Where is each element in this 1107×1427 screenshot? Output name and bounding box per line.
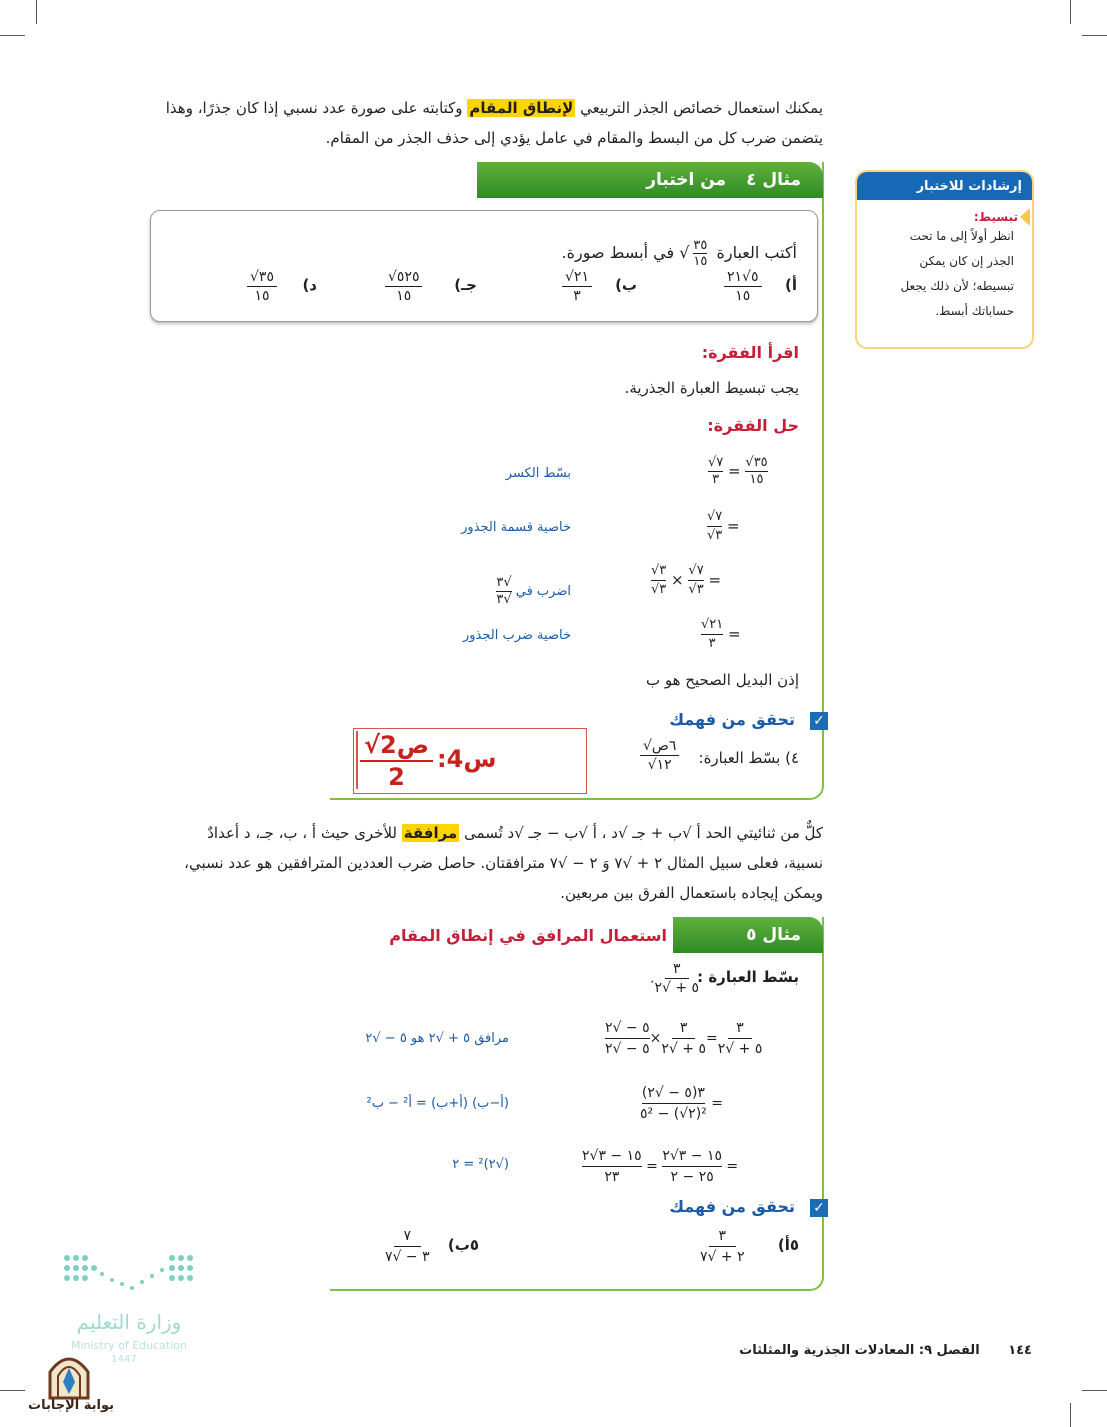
- example4-number: مثال ٤: [746, 170, 801, 190]
- read-text: يجب تبسيط العبارة الجذرية.: [624, 379, 799, 397]
- solve-heading: حل الفقرة:: [707, 416, 799, 435]
- option-b[interactable]: [615, 276, 637, 294]
- check-item-5b: ٥ب): [447, 1236, 479, 1254]
- tip-line: الجذر إن كان يمكن: [919, 254, 1014, 268]
- conclusion-text: إذن البديل الصحيح هو ب: [645, 671, 799, 689]
- fraction-numerator: √٣٥: [247, 268, 277, 287]
- tip-header: إرشادات للاختبار: [857, 172, 1032, 200]
- check-5b-fraction: ٧ ٣ − √٧: [385, 1228, 430, 1265]
- example5-header: [673, 917, 823, 953]
- middle-highlight: مرافقة: [403, 824, 458, 842]
- prompt-text: أكتب العبارة: [716, 243, 797, 262]
- intro-line-1: [166, 93, 823, 123]
- crop-mark: [1070, 1403, 1071, 1427]
- step-4-note: خاصية ضرب الجذور: [463, 628, 571, 643]
- check-heading: تحقق من فهمك: [669, 1197, 795, 1216]
- check-heading: تحقق من فهمك: [669, 710, 795, 729]
- fraction-denominator: ١٥: [396, 288, 412, 304]
- intro-text: وكتابته على صورة عدد نسبي إذا كان جذرًا، وهذا: [165, 99, 463, 117]
- middle-text: للأخرى حيث أ ، ب، جـ، د أعدادٌ: [207, 824, 397, 842]
- ministry-name-ar: وزارة التعليم: [76, 1310, 182, 1334]
- step-2-note: خاصية قسمة الجذور: [461, 520, 571, 535]
- answer-box-line: [356, 731, 358, 789]
- prompt-text: في أبسط صورة.: [561, 243, 675, 262]
- step-note-text: اضرب في: [515, 584, 571, 599]
- check-item-5a: ٥أ): [777, 1236, 799, 1254]
- fraction-numerator: ٥√٢١: [724, 268, 762, 287]
- crop-mark: [0, 1390, 25, 1391]
- chapter-title: المعادلات الجذرية والمثلثات: [739, 1343, 915, 1358]
- step-3-note: اضرب في √٣ √٣: [496, 575, 571, 607]
- middle-line-2: نسبية، فعلى سبيل المثال ٢ + √٧ وَ ٢ − √٧ مترافقتان. حاصل ضرب العددين المترافقين هو عدد نسبي،: [184, 854, 823, 872]
- step-3-math: √٣ √٣ × √٧ √٣ =: [651, 563, 722, 597]
- page-number: ١٤٤: [1008, 1343, 1032, 1358]
- option-d-fraction: [247, 268, 277, 305]
- ex5-note-2: (أ−ب) (أ+ب) = أ² − ب²: [366, 1096, 509, 1111]
- answer-denominator: 2: [388, 763, 405, 791]
- crop-mark: [1070, 0, 1071, 24]
- answer-numerator: √2ص: [360, 730, 433, 762]
- site-name: بوابة الإجابات: [28, 1398, 114, 1413]
- fraction-numerator: ٣٥: [693, 238, 708, 253]
- site-logo-icon: [46, 1350, 92, 1400]
- option-letter: أ): [785, 276, 797, 294]
- tip-line: انظر أولاً إلى ما تحت: [909, 229, 1014, 243]
- example5-title: استعمال المرافق في إنطاق المقام: [389, 926, 667, 945]
- step-2-math: √٧ √٣ =: [707, 509, 740, 543]
- ex5-note-3: (√٢)² = ٢: [452, 1157, 509, 1172]
- fraction-numerator: √٢١: [562, 268, 592, 287]
- test-tip-box: [855, 170, 1034, 349]
- fraction-denominator: √١٢: [647, 757, 672, 773]
- example4-subtitle: من اختبار: [646, 170, 727, 190]
- step-1-note: بسّط الكسر: [505, 466, 571, 481]
- ex5-step-3-math: ١٥ − ٣√٢ ٢٣ = ١٥ − ٣√٢ ٢٥ − ٢ =: [582, 1148, 739, 1185]
- radical-sign: √: [679, 243, 690, 262]
- tip-line: تبسيطه؛ لأن ذلك يجعل: [900, 279, 1014, 293]
- page-footer: [739, 1343, 1032, 1358]
- prompt-fraction: [693, 238, 707, 269]
- option-letter: جـ): [454, 276, 477, 294]
- crop-mark: [36, 0, 37, 24]
- fraction-denominator: ٣: [573, 288, 581, 304]
- crop-mark: [1082, 35, 1107, 36]
- check-icon: ✓: [810, 1199, 828, 1217]
- example4-tab: [477, 162, 823, 198]
- tip-line: حساباتك أبسط.: [935, 304, 1014, 318]
- fraction-numerator: √٦ص: [640, 737, 679, 756]
- check-5a-fraction: ٣ ٢ + √٧: [700, 1228, 745, 1265]
- crop-mark: [1082, 1390, 1107, 1391]
- option-d[interactable]: [302, 276, 317, 294]
- tip-body: [865, 224, 1014, 324]
- option-a[interactable]: [785, 276, 797, 294]
- check-icon: ✓: [810, 712, 828, 730]
- answer-fraction: [360, 730, 433, 792]
- ex5-note-1: مرافق ٥ + √٢ هو ٥ − √٢: [365, 1031, 509, 1046]
- ministry-name-en: Ministry of Education: [70, 1339, 187, 1352]
- option-letter: د): [302, 276, 317, 294]
- tip-arrow-icon: [1020, 208, 1030, 226]
- middle-text: كلٌّ من ثنائيتي الحد أ √ب + جـ √د ، أ √ب − جـ √د تُسمى: [464, 824, 823, 842]
- example5-tab: مثال ٥: [673, 917, 823, 953]
- ministry-logo-icon: [62, 1252, 198, 1292]
- ex5-step-2-math: ٣(٥ − √٢) ٥² − (√٢)² =: [640, 1085, 723, 1122]
- step-1-math: √٧ ٣ = √٣٥ ١٥: [708, 455, 768, 487]
- tip-subtitle: تبسيط:: [973, 210, 1018, 224]
- option-c-fraction: [385, 268, 422, 305]
- ministry-year: 1447: [111, 1354, 137, 1365]
- example5-prompt: بسّط العبارة :: [697, 968, 799, 986]
- intro-text: يمكنك استعمال خصائص الجذر التربيعي: [580, 99, 823, 117]
- example4-header: [477, 162, 823, 198]
- intro-highlight: لإنطاق المقام: [469, 99, 574, 117]
- chapter-number: الفصل ٩:: [918, 1343, 980, 1358]
- check-item-4-fraction: [640, 737, 679, 774]
- fraction-denominator: ١٥: [735, 288, 751, 304]
- question-prompt: [562, 238, 797, 269]
- step-4-math: √٢١ ٣ =: [701, 617, 741, 651]
- read-heading: اقرأ الفقرة:: [701, 343, 799, 362]
- ex5-step-1-math: ٥ − √٢ ٥ − √٢ × ٣ ٥ + √٢ = ٣ ٥ + √٢: [605, 1020, 763, 1057]
- fraction-denominator: ١٥: [254, 288, 270, 304]
- option-a-fraction: [724, 268, 762, 305]
- fraction-numerator: √٥٢٥: [385, 268, 422, 287]
- option-c[interactable]: [454, 276, 477, 294]
- intro-line-2: يتضمن ضرب كل من البسط والمقام في عامل يؤدي إلى حذف الجذر من المقام.: [325, 129, 823, 147]
- fraction-denominator: ١٥: [693, 254, 708, 269]
- middle-line-1: [207, 818, 823, 848]
- example5-prompt-fraction: . ٣ ٥ + √٢: [650, 961, 700, 996]
- crop-mark: [0, 35, 25, 36]
- check-item-4: ٤) بسّط العبارة:: [698, 749, 799, 767]
- middle-line-3: ويمكن إيجاده باستعمال الفرق بين مربعين.: [560, 884, 823, 902]
- option-b-fraction: [562, 268, 592, 305]
- option-letter: ب): [615, 276, 637, 294]
- answer-label: س4:: [437, 745, 497, 773]
